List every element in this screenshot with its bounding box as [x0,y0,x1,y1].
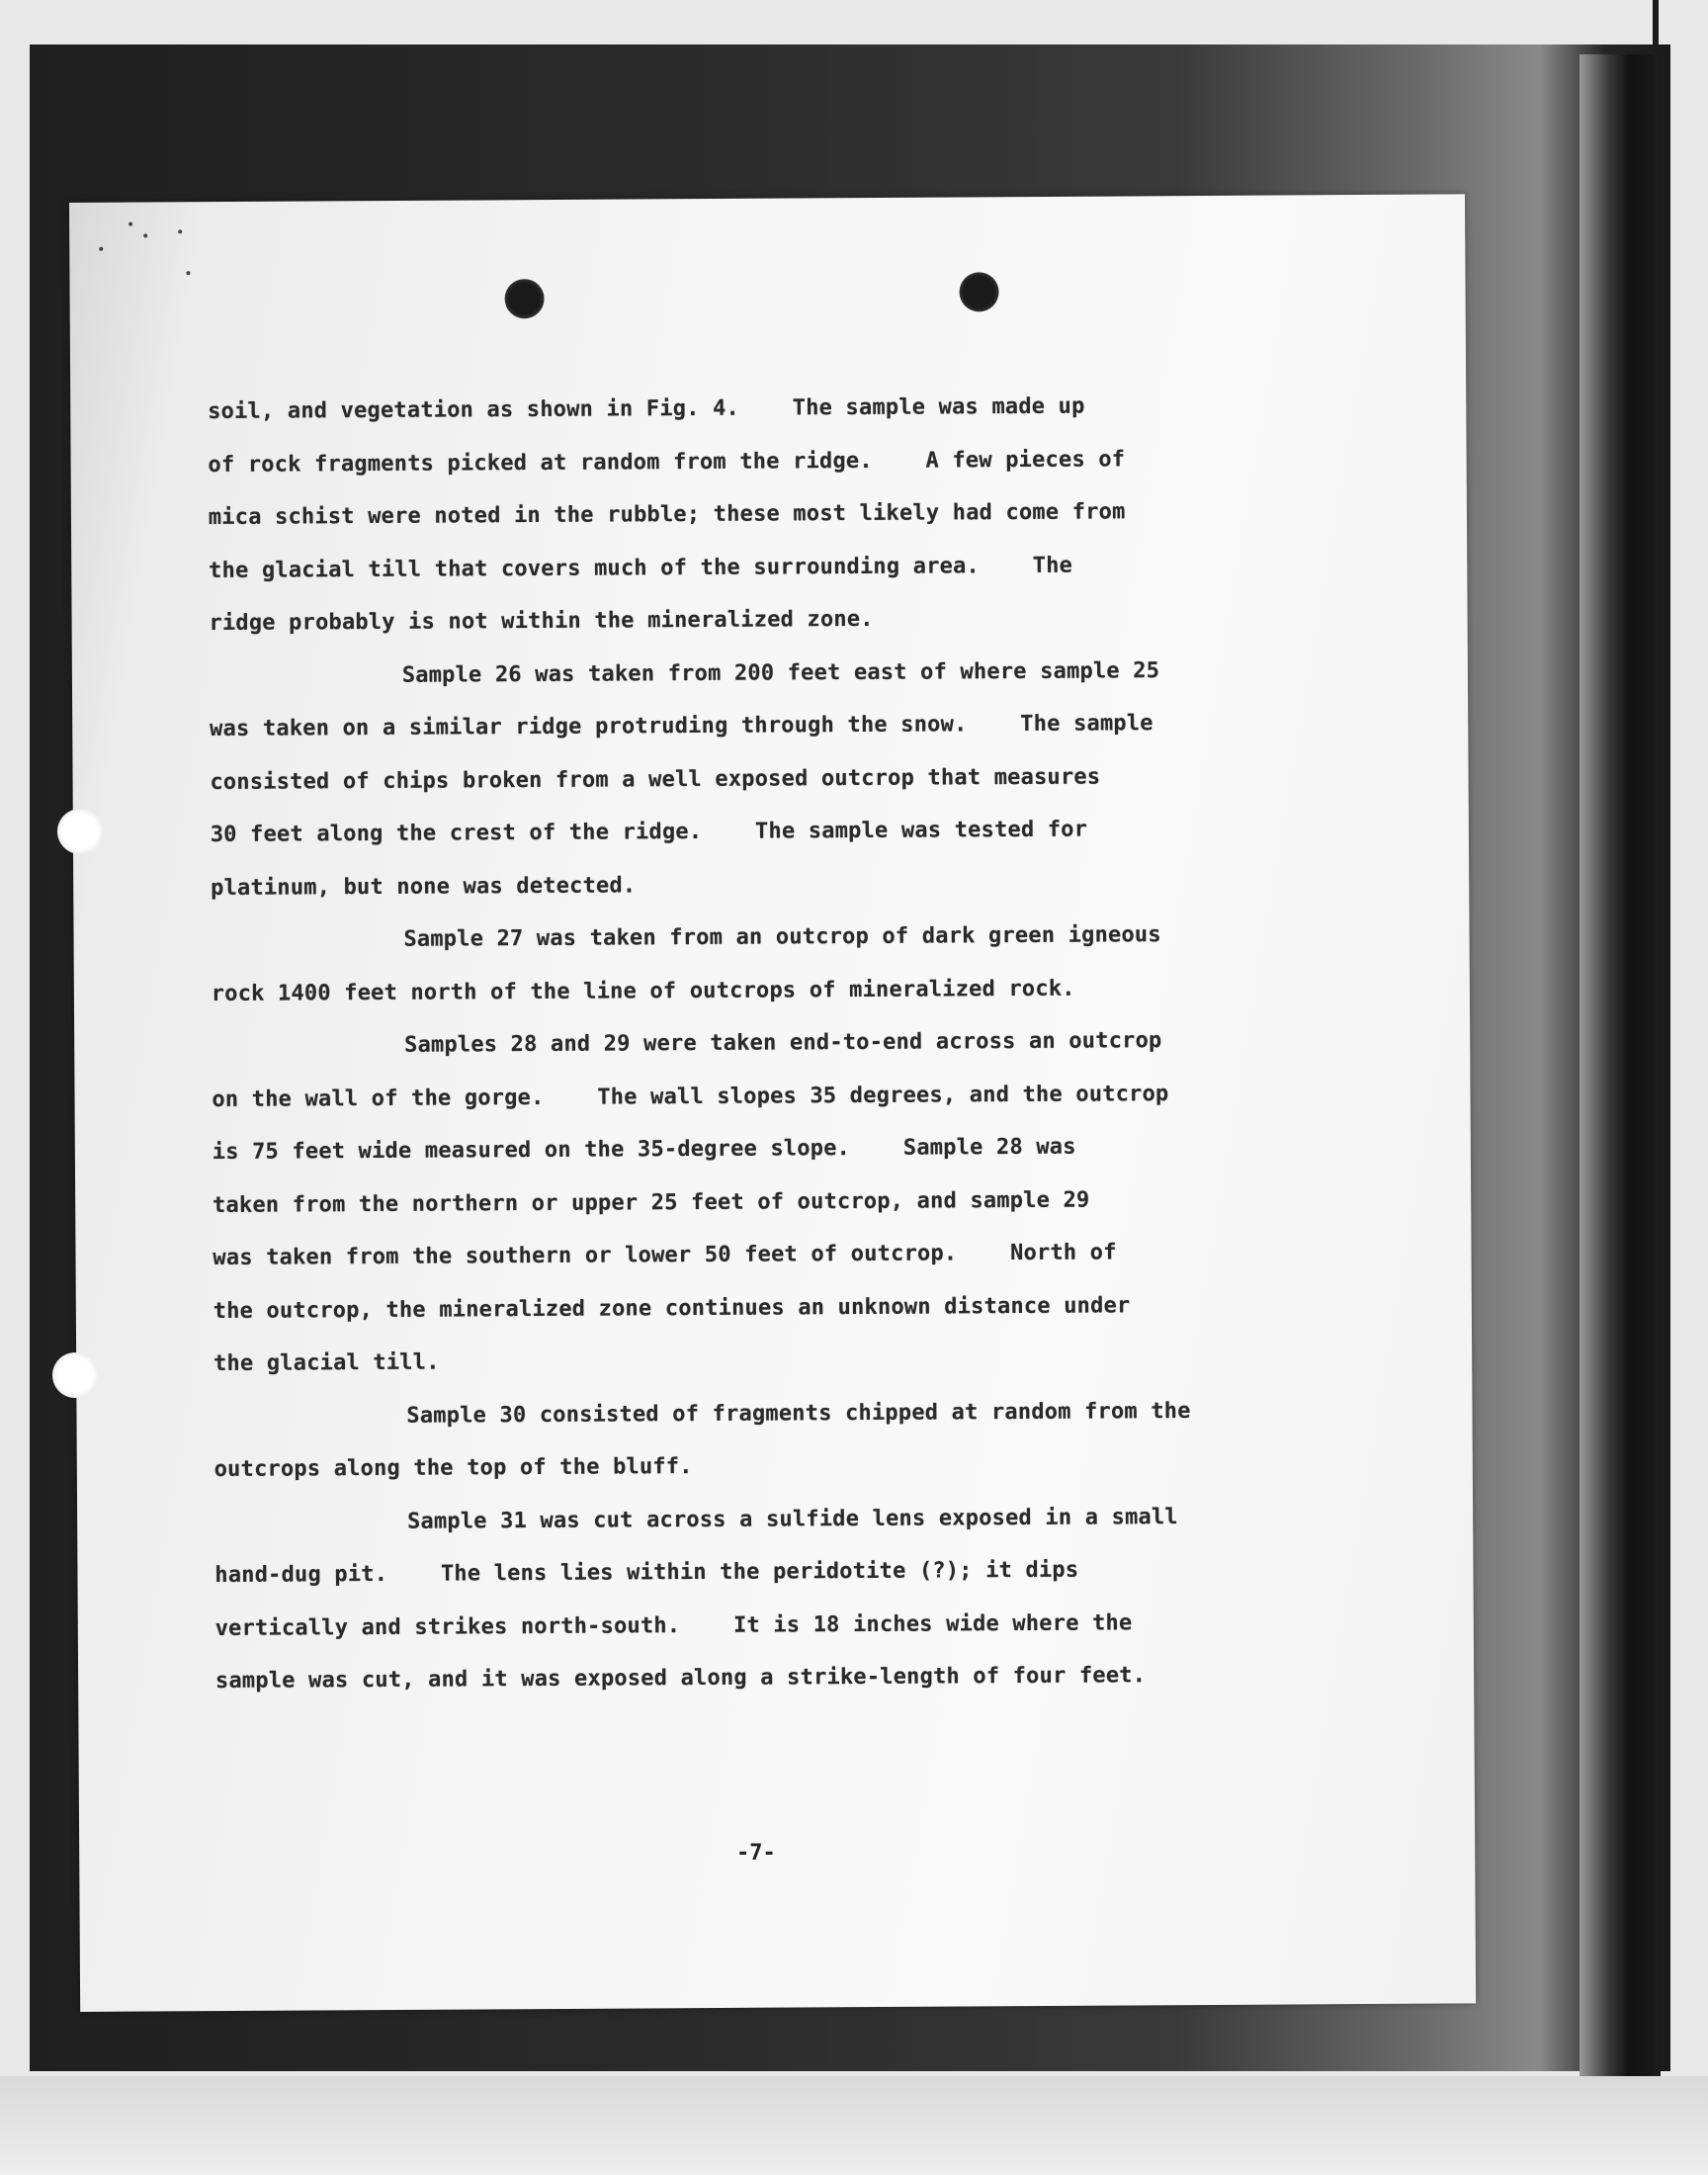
text-line: rock 1400 feet north of the line of outcrops of mineralized rock. [211,976,1075,1006]
speck-icon [178,229,182,233]
text-line: of rock fragments picked at random from the ridge. A few pieces of [208,446,1126,478]
text-line: Samples 28 and 29 were taken end-to-end across an outcrop [404,1028,1162,1058]
text-line: the outcrop, the mineralized zone continues an unknown distance under [213,1292,1131,1324]
binder-hole-upper-icon [57,809,103,854]
text-line: sample was cut, and it was exposed along a strike-length of four feet. [214,1663,1147,1694]
bottom-margin [0,2076,1708,2175]
text-line: outcrops along the top of the bluff. [214,1454,693,1482]
text-line: platinum, but none was detected. [211,872,637,901]
text-line: Sample 26 was taken from 200 feet east of where sample 25 [401,657,1160,688]
binder-hole-lower-icon [52,1352,98,1398]
text-line: is 75 feet wide measured on the 35-degree slope. Sample 28 was [212,1134,1076,1165]
text-line: mica schist were noted in the rubble; these most likely had come from [208,499,1126,530]
right-edge-shadow [1580,54,1661,2081]
speck-icon [143,234,147,238]
speck-icon [99,247,103,251]
text-line: the glacial till that covers much of the surrounding area. The [209,553,1073,583]
text-line: on the wall of the gorge. The wall slopes 35 degrees, and the outcrop [212,1081,1169,1112]
text-line: 30 feet along the crest of the ridge. The sample was tested for [210,817,1088,847]
outer-edge-line [1653,0,1659,2175]
text-line: vertically and strikes north-south. It is 18 inches wide where the [214,1610,1133,1641]
text-line: Sample 27 was taken from an outcrop of dark green igneous [403,922,1161,952]
punch-hole-right-icon [959,272,998,311]
text-line: the glacial till. [213,1349,440,1376]
text-line: was taken from the southern or lower 50 feet of outcrop. North of [213,1240,1117,1270]
text-line: taken from the northern or upper 25 feet of outcrop, and sample 29 [212,1187,1090,1218]
punch-hole-left-icon [504,279,544,318]
text-line: Sample 30 consisted of fragments chipped at random from the [406,1398,1191,1429]
text-line: ridge probably is not within the mineralized zone. [209,606,874,636]
speck-icon [186,271,190,275]
text-line: hand-dug pit. The lens lies within the peridotite (?); it dips [214,1557,1079,1588]
text-line: consisted of chips broken from a well exposed outcrop that measures [210,763,1101,795]
text-line: soil, and vegetation as shown in Fig. 4. The sample was made up [208,393,1085,424]
page-number: -7- [736,1841,776,1866]
text-line: was taken on a similar ridge protruding through the snow. The sample [210,711,1153,741]
text-line: Sample 31 was cut across a sulfide lens exposed in a small [406,1504,1178,1534]
document-body [208,379,1332,1707]
speck-icon [128,222,132,226]
